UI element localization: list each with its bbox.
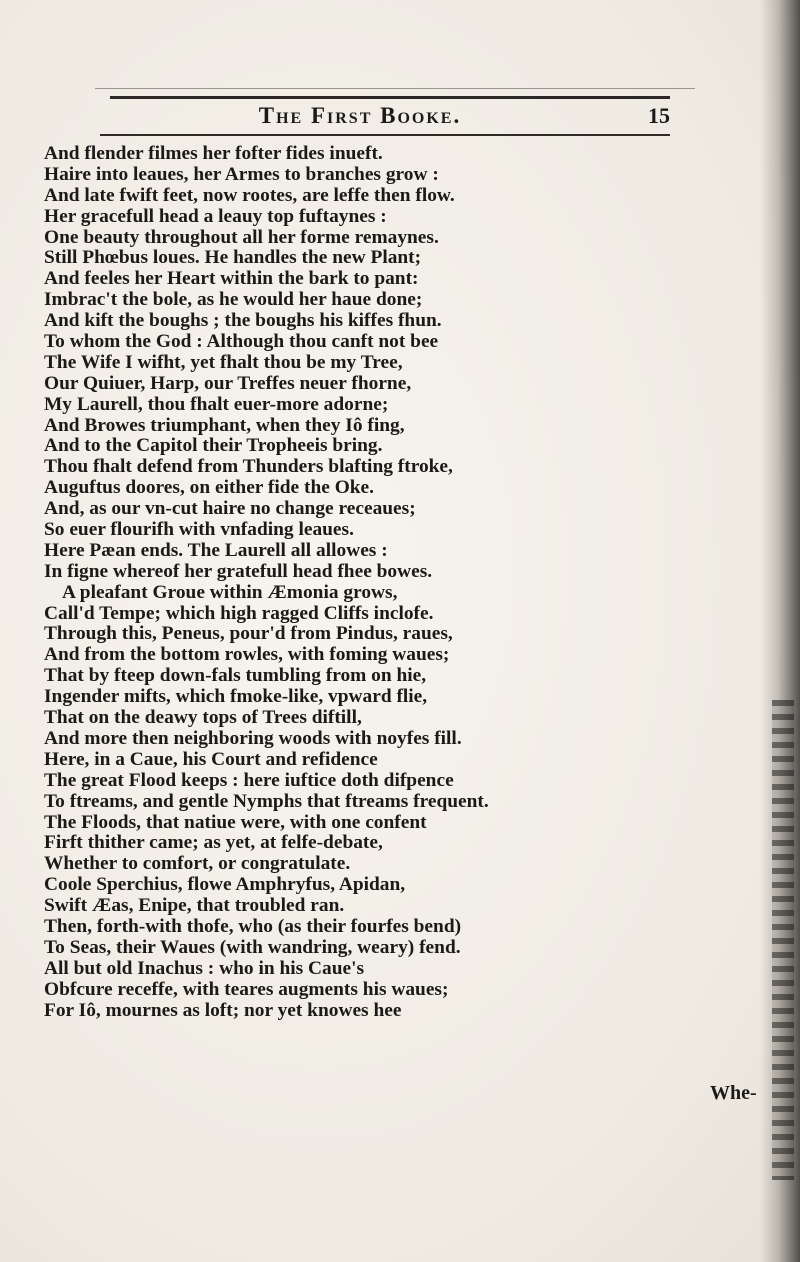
verse-line: The great Flood keeps : here iuftice doth difpence: [44, 769, 454, 791]
page-header: [100, 103, 670, 133]
verse-line: To ftreams, and gentle Nymphs that ftreams frequent.: [44, 790, 489, 812]
verse-line: To whom the God : Although thou canft not bee: [44, 331, 439, 353]
verse-line: The Floods, that natiue were, with one confent: [44, 811, 427, 833]
verse-line: Obfcure receffe, with teares augments his waues;: [44, 978, 449, 1000]
verse-line: A pleafant Groue within Æmonia grows,: [62, 581, 398, 603]
verse-line: Imbrac't the bole, as he would her haue done;: [44, 289, 423, 311]
verse-line: That by fteep down-fals tumbling from on hie,: [44, 665, 427, 687]
verse-line: Auguftus doores, on either fide the Oke.: [44, 477, 375, 499]
verse-line: Still Phœbus loues. He handles the new Plant;: [44, 247, 422, 269]
running-title: The First Booke.: [258, 103, 462, 128]
verse-line: So euer flourifh with vnfading leaues.: [44, 519, 354, 541]
catchword: Whe-: [710, 1082, 757, 1104]
verse-line: All but old Inachus : who in his Caue's: [44, 957, 365, 979]
header-rule: [100, 134, 670, 136]
verse-text: [44, 144, 684, 1021]
verse-line: And flender filmes her fofter fides inueft.: [44, 143, 383, 164]
verse-line: The Wife I wifht, yet fhalt thou be my Tree,: [44, 351, 403, 373]
verse-line: Thou fhalt defend from Thunders blafting ftroke,: [44, 456, 453, 478]
verse-line: In figne whereof her gratefull head fhee bowes.: [44, 560, 433, 582]
verse-line: Call'd Tempe; which high ragged Cliffs inclofe.: [44, 602, 434, 624]
verse-line: My Laurell, thou fhalt euer-more adorne;: [44, 393, 389, 415]
verse-line: For Iô, mournes as loft; nor yet knowes hee: [44, 999, 402, 1021]
verse-line: Haire into leaues, her Armes to branches grow :: [44, 163, 439, 185]
verse-line: And to the Capitol their Tropheeis bring.: [44, 435, 383, 457]
top-thin-rule: [95, 88, 695, 89]
verse-line: Ingender mifts, which fmoke-like, vpward flie,: [44, 686, 428, 708]
verse-line: And, as our vn-cut haire no change receaues;: [44, 498, 416, 520]
verse-line: Swift Æas, Enipe, that troubled ran.: [44, 895, 345, 917]
verse-line: Coole Sperchius, flowe Amphryfus, Apidan,: [44, 874, 406, 896]
page-number: 15: [648, 103, 670, 128]
verse-line: Our Quiuer, Harp, our Treffes neuer fhorne,: [44, 372, 412, 394]
verse-line: One beauty throughout all her forme remaynes.: [44, 226, 439, 248]
top-rule: [110, 96, 670, 99]
verse-line: Through this, Peneus, pour'd from Pindus, raues,: [44, 623, 453, 645]
verse-line: And kift the boughs ; the boughs his kiffes fhun.: [44, 310, 442, 332]
verse-line: And feeles her Heart within the bark to pant:: [44, 268, 419, 290]
verse-line: And late fwift feet, now rootes, are leffe then flow.: [44, 184, 455, 206]
verse-line: And from the bottom rowles, with foming waues;: [44, 644, 450, 666]
verse-line: Then, forth-with thofe, who (as their fourfes bend): [44, 915, 462, 937]
verse-line: Here Pæan ends. The Laurell all allowes :: [44, 539, 388, 561]
verse-line: And more then neighboring woods with noyfes fill.: [44, 727, 462, 749]
verse-line: And Browes triumphant, when they Iô fing,: [44, 414, 405, 436]
verse-line: Firft thither came; as yet, at felfe-debate,: [44, 832, 383, 854]
verse-line: Her gracefull head a leauy top fuftaynes :: [44, 205, 387, 227]
verse-line: Here, in a Caue, his Court and refidence: [44, 748, 378, 770]
verse-line: That on the deawy tops of Trees diftill,: [44, 707, 362, 729]
verse-line: To Seas, their Waues (with wandring, weary) fend.: [44, 936, 461, 958]
verse-line: Whether to comfort, or congratulate.: [44, 853, 351, 875]
binding-marks: [772, 700, 794, 1180]
